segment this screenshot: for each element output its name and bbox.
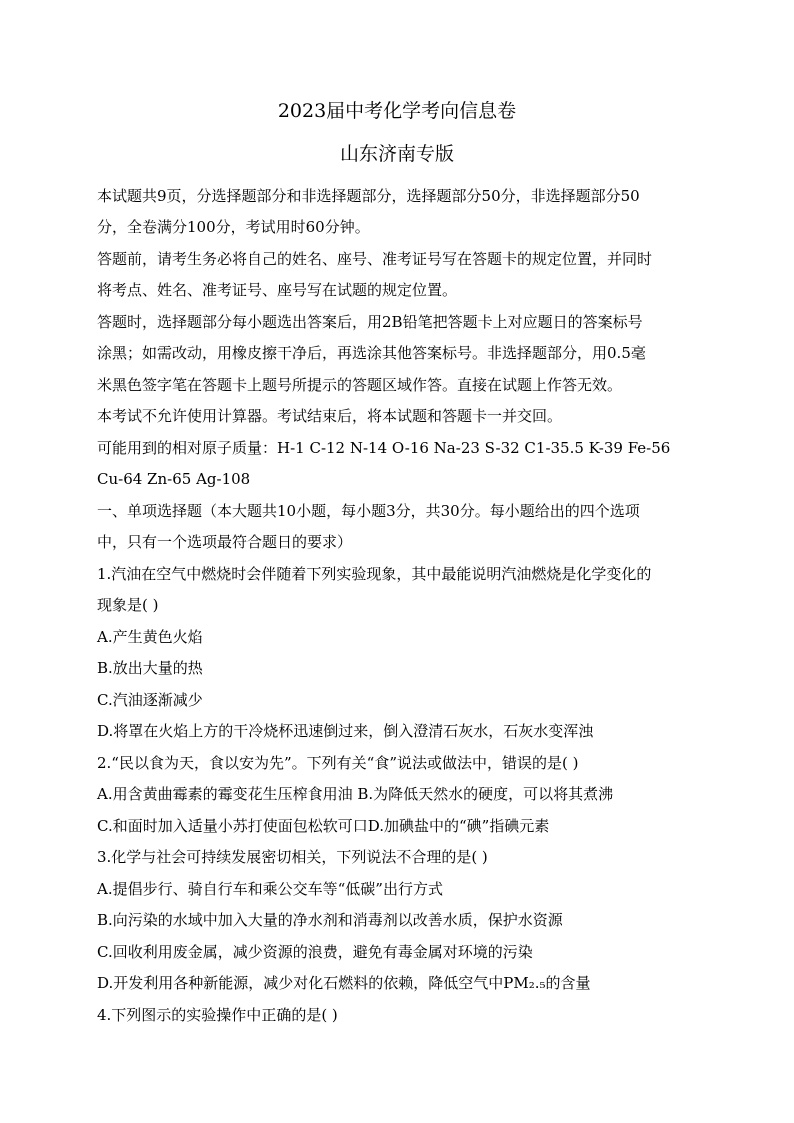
- option-line: B.放出大量的热: [97, 659, 203, 677]
- question-stem: 1.汽油在空气中燃烧时会伴随着下列实验现象，其中最能说明汽油燃烧是化学变化的: [97, 565, 652, 583]
- atomic-mass-line: Cu-64 Zn-65 Ag-108: [97, 470, 251, 488]
- instruction-line: 涂黑；如需改动，用橡皮擦干净后，再选涂其他答案标号。非选择题部分，用0.5毫: [97, 344, 646, 362]
- atomic-mass-line: 可能用到的相对原子质量：H-1 C-12 N-14 O-16 Na-23 S-32 C1-35.5 K-39 Fe-56: [97, 439, 671, 457]
- option-line: C.回收利用废金属，减少资源的浪费，避免有毒金属对环境的污染: [97, 943, 533, 961]
- option-line: D.开发利用各种新能源，减少对化石燃料的依赖，降低空气中PM₂.₅的含量: [97, 974, 591, 992]
- option-line: B.向污染的水域中加入大量的净水剂和消毒剂以改善水质，保护水资源: [97, 911, 563, 929]
- instruction-line: 分，全卷满分100分，考试用时60分钟。: [97, 218, 370, 236]
- exam-subtitle: 山东济南专版: [339, 143, 454, 165]
- instruction-line: 答题前，请考生务必将自己的姓名、座号、准考证号写在答题卡的规定位置，并同时: [97, 250, 653, 268]
- exam-title: 2023届中考化学考向信息卷: [277, 100, 517, 122]
- option-line: A.提倡步行、骑自行车和乘公交车等“低碳”出行方式: [97, 880, 443, 898]
- option-line: C.和面时加入适量小苏打使面包松软可口D.加碘盐中的“碘”指碘元素: [97, 817, 550, 835]
- option-line: A.产生黄色火焰: [97, 628, 203, 646]
- question-stem: 4.下列图示的实验操作中正确的是( ): [97, 1006, 338, 1024]
- question-stem: 3.化学与社会可持续发展密切相关，下列说法不合理的是( ): [97, 848, 488, 866]
- option-line: C.汽油逐渐减少: [97, 691, 203, 709]
- section-heading: 一、单项选择题（本大题共10小题，每小题3分，共30分。每小题给出的四个选项: [97, 502, 640, 520]
- instruction-line: 将考点、姓名、准考证号、座号写在试题的规定位置。: [97, 281, 458, 299]
- instruction-line: 答题时，选择题部分每小题选出答案后，用2B铅笔把答题卡上对应题日的答案标号: [97, 313, 643, 331]
- option-line: D.将罩在火焰上方的干冷烧杯迅速倒过来，倒入澄清石灰水，石灰水变浑浊: [97, 722, 594, 740]
- question-stem: 现象是( ): [97, 596, 159, 614]
- option-line: A.用含黄曲霉素的霉变花生压榨食用油 B.为降低天然水的硬度，可以将其煮沸: [97, 785, 614, 803]
- question-stem: 2.“民以食为天，食以安为先”。下列有关“食”说法或做法中，错误的是( ): [97, 754, 579, 772]
- instruction-line: 本试题共9页，分选择题部分和非选择题部分，选择题部分50分，非选择题部分50: [97, 187, 640, 205]
- instruction-line: 米黑色签字笔在答题卡上题号所提示的答题区域作答。直接在试题上作答无效。: [97, 376, 623, 394]
- instruction-line: 本考试不允许使用计算器。考试结束后，将本试题和答题卡一并交回。: [97, 407, 563, 425]
- section-heading: 中，只有一个选项最符合题日的要求）: [97, 533, 353, 551]
